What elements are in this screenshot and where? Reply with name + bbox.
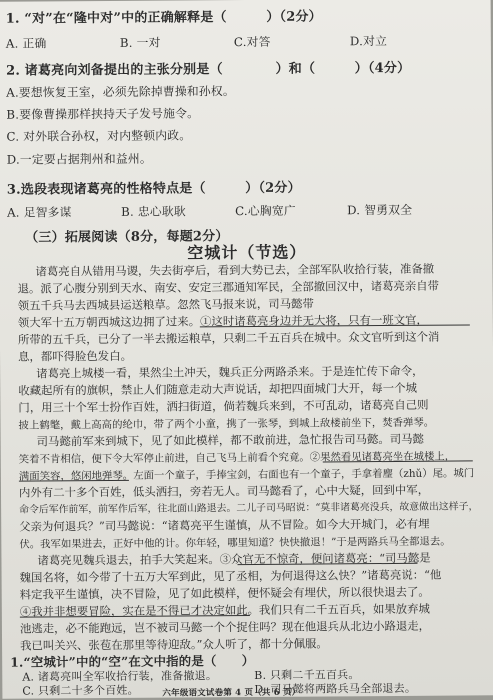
reading-question-1-option-a: A. 诸葛亮叫全军收拾行装，准备撤退。 (22, 669, 218, 684)
passage-line: 父亲为何退兵？”司马懿说：“诸葛亮平生谨慎，从不冒险。如今大开城门，必有埋 (19, 516, 430, 534)
passage-title: 空城计（节选） (187, 242, 307, 263)
passage-line: 池逃走，必不能跑远，岂不被司马懿一个个捉住吗？现在他退兵从北边小路退走， (19, 618, 431, 636)
passage-line: 诸葛亮上城楼一看，果然尘土冲天，魏兵正分两路杀来。于是连忙传下命令， (36, 363, 424, 381)
passage-line: 息，都吓得脸色发白。 (18, 348, 133, 364)
passage-line: 门，用三十个军士扮作百姓，洒扫街道，倘若魏兵来到，不可乱动，诸葛亮自己则 (18, 397, 429, 415)
passage-line: 命令后军作前军，前军作后军，往北面山路退去。二儿子司马昭说：“莫非诸葛亮没兵，故意做出这样子， (19, 501, 479, 516)
question-3-option-a: A. 足智多谋 (6, 205, 72, 220)
passage-line: 披上鹤氅，戴上高高的纶巾，带了两个小童，携了一张琴，到城上敌楼前坐下，焚香弹琴。 (18, 416, 435, 432)
question-2-option-c: C. 对外联合孙权，对内整顿内政。 (6, 128, 192, 144)
passage-line: 我已叫关兴、张苞在那里等待迎敌。”众人听了，都十分佩服。 (20, 636, 328, 653)
question-3-option-c: C.心胸宽广 (234, 203, 296, 219)
reading-question-1-option-b: B. 只剩二千五百兵。 (254, 668, 360, 682)
question-3-option-b: B. 忠心耿耿 (120, 204, 186, 219)
passage-line: 领大军十五万朝西城这边拥了过来。①这时诸葛亮身边并无大将，只有一班文官， (17, 312, 428, 330)
question-2-option-b: B.要像曹操那样挟持天子发号施令。 (6, 106, 200, 122)
passage-line: 诸葛亮见魏兵退去，拍手大笑起来。③众官无不惊奇，便问诸葛亮：“司马懿是 (37, 550, 431, 568)
question-1-stem: 1. “对”在“隆中对”中的正确解释是（ ）（2分） (5, 9, 322, 27)
reading-question-1-stem: 1.“空城计”中的“空”在文中指的是（ ） (10, 652, 255, 670)
question-1-option-b: B. 一对 (119, 35, 161, 50)
question-1-option-c: C.对答 (233, 34, 271, 50)
question-2-option-a: A.要想恢复王室，必须先除掉曹操和孙权。 (6, 84, 235, 100)
passage-line: 伏。我军如果进去，正好中他的计。你年轻，哪里知道？快快撤退！”于是两路兵马全都退去。 (19, 535, 451, 551)
question-1-option-a: A. 正确 (5, 36, 47, 51)
passage-line: 内外有二十多个百姓，低头洒扫，旁若无人。司马懿看了，心中大疑，回到中军， (18, 482, 430, 500)
passage-line: 领五千兵马去西城县运送粮草。忽然飞马报来说，司马懿带 (17, 296, 314, 313)
page-footer: 六年级语文试卷第 4 页（共 6 页） (162, 687, 301, 699)
question-2-option-d: D.一定要占据荆州和益州。 (6, 151, 152, 167)
passage-line: 满面笑容，悠闲地弹琴。左面一个童子，手捧宝剑，右面也有一个童子，手拿着麈（zhǔ）尾。城门 (18, 467, 475, 483)
question-3-option-d: D. 智勇双全 (346, 202, 413, 218)
passage-line: 所带的五千兵，已分了一半去搬运粮草，只剩二千五百兵在城中。众文官听到这个消 (17, 329, 440, 347)
section-heading: （三）拓展阅读（8分，每题2分） (25, 229, 229, 246)
question-2-stem: 2. 诸葛亮向刘备提出的主张分别是（ ）和（ ）（4分） (6, 60, 411, 79)
passage-line: 料定我平生谨慎，决不冒险，见了如此模样，便怀疑会有埋伏，所以很快退去了。 (19, 584, 430, 602)
question-3-stem: 3.选段表现诸葛亮的性格特点是（ ）（2分） (6, 180, 301, 198)
reading-question-1-option-c: C. 只剩二十多个百姓。 (22, 683, 139, 698)
reading-question-1-option-d: D. 司马懿将两路兵马全部退去。 (254, 681, 417, 696)
passage-line: ④我并非想要冒险，实在是不得已才决定如此。我们只有二千五百兵，如果放弃城 (19, 601, 430, 619)
passage-line: 退。派了心腹分别到天水、南安、安定三郡通知军民，全部撤回汉中，诸葛亮亲自带 (17, 278, 440, 296)
passage-line: 司马懿前军来到城下，见了如此模样，都不敢前进，急忙报告司马懿。司马懿 (36, 431, 424, 449)
passage-line: 魏国名将，如今带了十五万大军到此，见了丞相，为何退得这么快？”诸葛亮说：“他 (19, 567, 442, 585)
passage-line: 笑着不肯相信，便下令大军停止前进，自己飞马上前看个究竟。②果然看见诸葛亮坐在城楼上， (18, 450, 456, 466)
question-1-option-d: D.对立 (349, 34, 388, 49)
passage-line: 收藏起所有的旗帜，禁止人们随意走动大声说话，却把四面城门大开，每一个城 (18, 380, 418, 398)
passage-line: 诸葛亮自从错用马谡，失去街亭后，看到大势已去，全部军队收拾行装，准备撤 (35, 261, 435, 279)
